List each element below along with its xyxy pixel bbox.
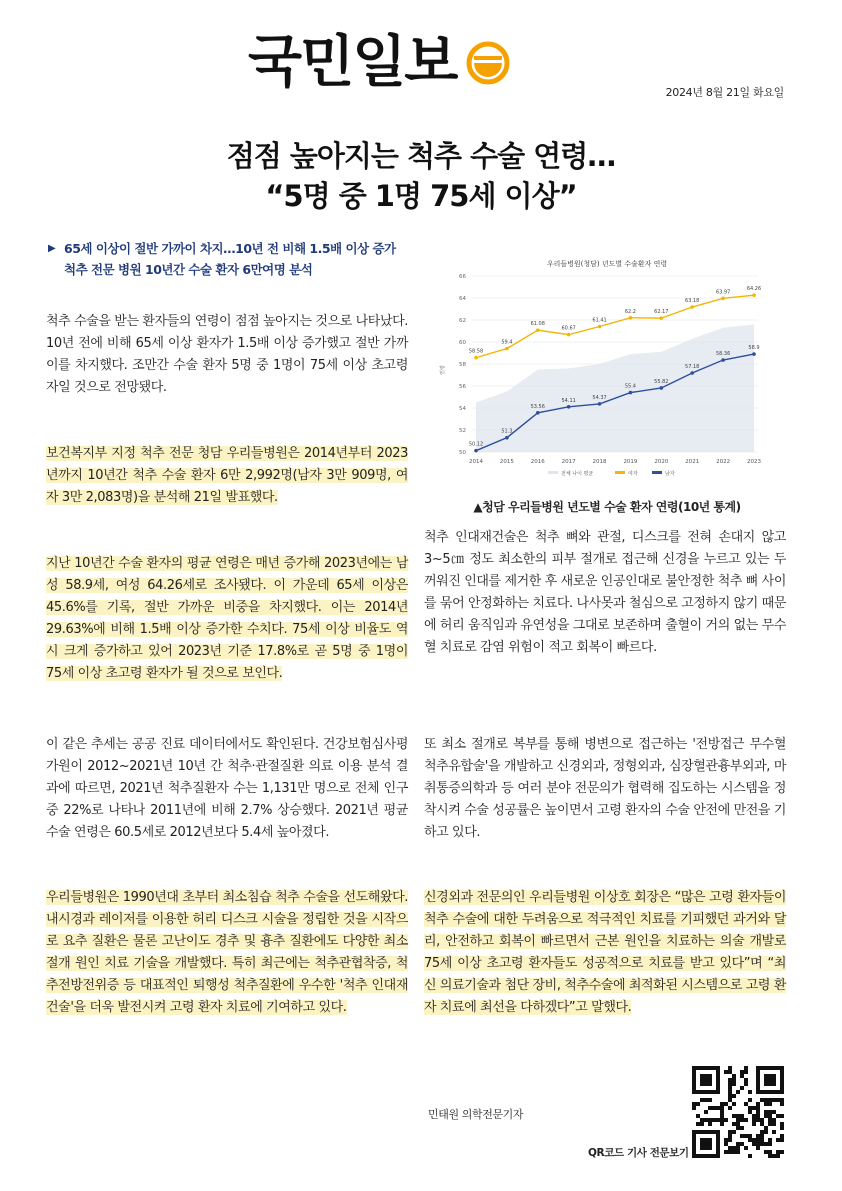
headline-line-2: “5명 중 1명 75세 이상” [265,179,577,213]
chart-data-label: 59.4 [501,339,513,346]
chart-x-tick-label: 2020 [654,459,669,465]
body-paragraph: 지난 10년간 수술 환자의 평균 연령은 매년 증가해 2023년에는 남성 58.9세, 여성 64.26세로 조사됐다. 이 가운데 65세 이상은 45.6%를 기록, 절반 가까운 비중을 차지했다. 이는 2014년 29.63%에 비해 1.5배 이상 증가한 수치다. 75세 이상 비율도 역시 크게 증가하고 있어 2023년 기준 17.8%로 곧 5명 중 1명이 75세 이상 초고령 환자가 될 것으로 보인다. [46,556,408,681]
chart-point [474,449,478,453]
chart-x-tick-label: 2015 [499,459,514,465]
chart-data-label: 61.41 [592,317,607,324]
chart-data-label: 58.58 [468,348,484,355]
chart-data-label: 53.56 [530,403,545,410]
chart-x-tick-label: 2019 [623,459,638,465]
chart-y-tick-label: 60 [459,340,466,346]
chart-x-tick-label: 2014 [469,459,483,465]
chart-legend-label: 전체 나이 평균 [561,471,594,477]
chart-legend-swatch [615,471,625,474]
chart-data-label: 62.2 [624,308,637,315]
chart-y-tick-label: 62 [459,318,466,324]
chart-data-label: 58.9 [748,345,760,352]
headline [0,136,842,216]
chart-point [567,405,571,409]
chart-x-tick-label: 2022 [716,459,731,465]
chart-data-label: 57.18 [685,364,700,371]
chart-legend-label: 여자 [628,471,638,477]
triangle-bullet-icon: ▶ [48,243,56,254]
chart-point [536,328,540,332]
headline-line-1: 점점 높아지는 척추 수술 연령… [226,139,616,173]
chart-caption: ▲청담 우리들병원 년도별 수술 환자 연령(10년 통계) [473,500,741,514]
chart-point [474,356,478,360]
chart-y-tick-label: 56 [459,384,466,390]
chart-point [721,297,725,301]
chart-legend [548,470,675,477]
chart-y-axis-label: 연령 [440,365,446,375]
chart-point [629,391,633,395]
newspaper-name: 국민일보 [248,30,457,95]
body-paragraph: 보건복지부 지정 척추 전문 청담 우리들병원은 2014년부터 2023년까지 10년간 척추 수술 환자 6만 2,992명(남자 3만 909명, 여자 3만 2,083명)을 분석해 21일 발표했다. [46,446,408,505]
chart-y-tick-label: 50 [459,450,466,456]
chart-y-tick-label: 52 [459,428,466,434]
chart-data-label: 64.26 [746,286,762,293]
chart-x-tick-label: 2016 [530,459,545,465]
chart-title: 우리들병원(청담) 년도별 수술환자 연령 [546,260,668,268]
chart-legend-label: 남자 [665,471,675,477]
chart-point [536,411,540,415]
age-trend-chart [428,242,786,488]
chart-data-label: 61.08 [530,321,545,328]
chart-data-label: 58.36 [715,351,731,358]
chart-data-label: 54.37 [592,394,607,401]
qr-code-icon[interactable] [692,1066,784,1158]
chart-x-tick-label: 2023 [747,459,761,465]
chart-point [505,436,509,440]
chart-point [598,325,602,329]
chart-point [752,293,756,297]
chart-point [505,347,509,351]
chart-data-label: 51.3 [501,428,513,435]
body-paragraph: 또 최소 절개로 복부를 통해 병변으로 접근하는 '전방접근 무수혈 척추유합술'을 개발하고 신경외과, 정형외과, 심장혈관흉부외과, 마취통증의학과 등 여러 분야 전문의가 협력해 집도하는 시스템을 정착시켜 수술 성공률은 높이면서 고령 환자의 수술 안전에 만전을 기하고 있다. [424,737,786,840]
chart-x-tick-label: 2021 [685,459,700,465]
chart-data-label: 55.82 [654,378,669,385]
chart-y-tick-label: 66 [459,274,466,280]
chart-y-tick-label: 58 [459,362,466,368]
chart-y-tick-label: 64 [459,296,466,302]
chart-point [629,316,633,320]
chart-y-tick-label: 54 [459,406,466,412]
chart-data-label: 63.18 [685,298,700,305]
chart-data-label: 62.17 [654,309,669,316]
subheadline [48,238,428,280]
qr-code-label: QR코드 기사 전문보기 [588,1147,689,1159]
masthead [248,28,510,98]
newspaper-logo-icon [466,41,510,85]
subheadline-line-1: 65세 이상이 절반 가까이 차지…10년 전 비해 1.5배 이상 증가 [64,241,396,256]
chart-series-group [474,293,756,452]
chart-point [690,371,694,375]
body-paragraph: 신경외과 전문의인 우리들병원 이상호 회장은 “많은 고령 환자들이 척추 수술에 대한 두려움으로 적극적인 치료를 기피했던 과거와 달리, 안전하고 회복이 빠르면서 근본 원인을 치료하는 의술 개발로 75세 이상 초고령 환자들도 성공적으로 치료를 받고 있다”며 “최신 의료기술과 첨단 장비, 척추수술에 최적화된 시스템으로 고령 환자 치료에 최선을 다하겠다”고 말했다. [424,890,786,1015]
subheadline-line-2: 척추 전문 병원 10년간 수술 환자 6만여명 분석 [64,262,313,277]
body-paragraph: 척추 수술을 받는 환자들의 연령이 점점 높아지는 것으로 나타났다. 10년 전에 비해 65세 이상 환자가 1.5배 이상 증가했고 절반 가까이를 차지했다. 조만간 수술 환자 5명 중 1명이 75세 이상 초고령자일 것으로 전망됐다. [46,314,408,395]
chart-canvas [428,242,786,488]
chart-legend-swatch [652,471,662,474]
chart-data-label: 63.97 [715,289,731,296]
body-paragraph: 이 같은 추세는 공공 진료 데이터에서도 확인된다. 건강보험심사평가원이 2012~2021년 10년 간 척추·관절질환 의료 이용 분석 결과에 따르면, 2021년 척추질환자 수는 1,131만 명으로 전체 인구 중 22%로 나타나 2011년에 비해 2.7% 상승했다. 2021년 평균 수술 연령은 60.5세로 2012년보다 5.4세 높아졌다. [46,737,408,840]
body-paragraph: 우리들병원은 1990년대 초부터 최소침습 척추 수술을 선도해왔다. 내시경과 레이저를 이용한 허리 디스크 시술을 정립한 것을 시작으로 요추 질환은 물론 고난이도 경추 및 흉추 질환에도 다양한 최소절개 원인 치료 기술을 개발했다. 특히 최근에는 척추관협착증, 척추전방전위증 등 대표적인 퇴행성 척추질환에 우수한 '척추 인대재건술'을 더욱 발전시켜 고령 환자 치료에 기여하고 있다. [46,890,408,1015]
chart-area-average [476,324,754,452]
chart-point [567,333,571,337]
chart-data-label: 55.4 [624,383,637,390]
body-paragraph: 척추 인대재건술은 척추 뼈와 관절, 디스크를 전혀 손대지 않고 3~5㎝ 정도 최소한의 피부 절개로 접근해 신경을 누르고 있는 두꺼워진 인대를 제거한 후 새로운 인공인대로 불안정한 척추 뼈 사이를 묶어 안정화하는 치료다. 나사못과 철심으로 고정하지 않기 때문에 허리 움직임과 유연성을 그대로 보존하며 출혈이 거의 없는 무수혈 치료로 감염 위험이 적고 회복이 빠르다. [424,530,786,655]
chart-point [660,386,664,390]
chart-point [598,402,602,406]
chart-point [660,316,664,320]
chart-data-label: 50.12 [468,441,484,448]
chart-point [721,358,725,362]
chart-legend-swatch [548,471,558,474]
byline: 민태원 의학전문기자 [428,1108,524,1121]
chart-data-label: 54.11 [561,397,576,404]
chart-data-label: 60.67 [561,325,576,332]
chart-x-tick-label: 2017 [561,459,576,465]
issue-date: 2024년 8월 21일 화요일 [665,86,784,99]
chart-x-tick-label: 2018 [592,459,607,465]
chart-point [690,305,694,309]
chart-point [752,352,756,356]
